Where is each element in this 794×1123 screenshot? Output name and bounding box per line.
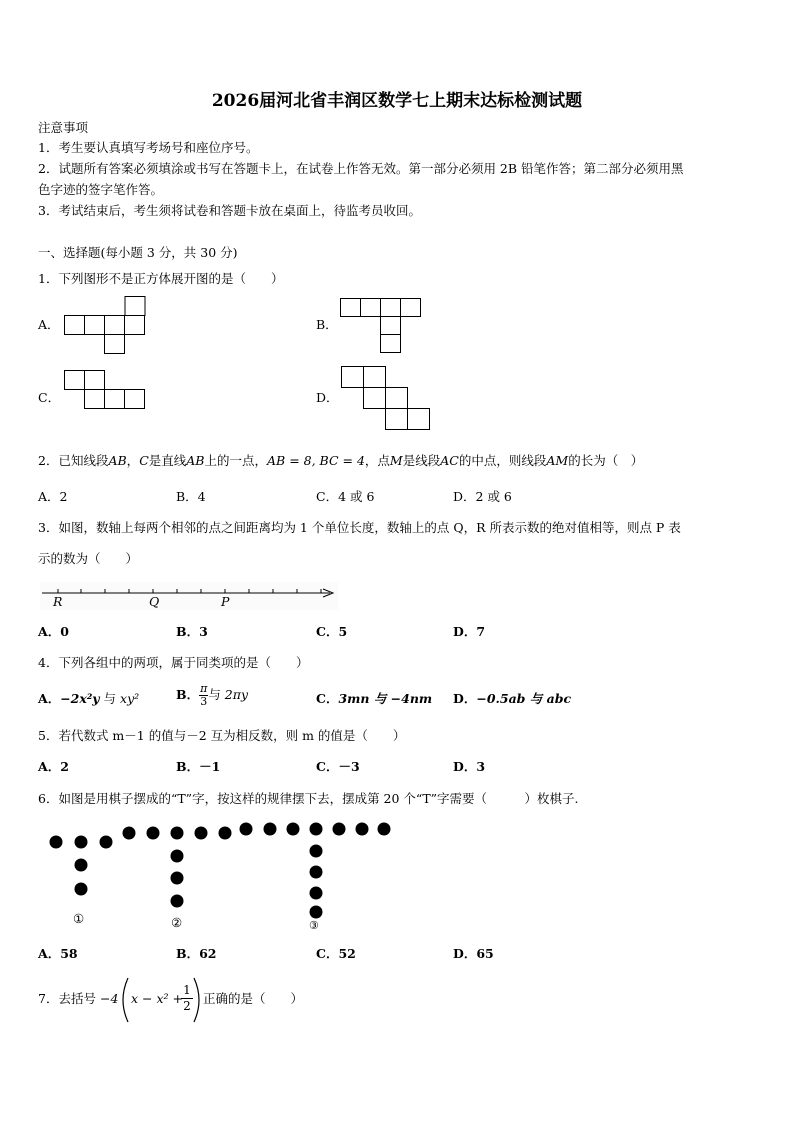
q1-figure-b (340, 298, 422, 356)
q4-option-a-expr1: −2x²y (60, 691, 100, 706)
q3-stem-line1: 3．如图，数轴上每两个相邻的点之间距离均为 1 个单位长度，数轴上的点 Q，R 所表示数的绝对值相等，则点 P 表 (38, 520, 681, 535)
q1-option-b-label: B． (316, 317, 338, 332)
notice-item-2: 2．试题所有答案必须填涂或书写在答题卡上，在试卷上作答无效。第一部分必须用 2B 铅笔作答；第二部分必须用黑 (38, 161, 684, 176)
q2-point-c: C (139, 453, 149, 468)
q5-option-a: A．2 (38, 759, 69, 774)
q4-option-d-label: D． (453, 691, 477, 706)
q1-option-c-label: C． (38, 390, 61, 405)
q2-stem-b: 是直线 (148, 453, 187, 468)
q3-option-d: D．7 (453, 624, 486, 639)
q4-stem: 4．下列各组中的两项，属于同类项的是（ ） (38, 655, 309, 670)
q1-option-a-label: A． (38, 317, 60, 332)
q2-option-a: A．2 (38, 489, 68, 504)
q3-option-a: A．0 (38, 624, 69, 639)
q6-t-figures (44, 820, 394, 920)
notice-item-1: 1．考生要认真填写考场号和座位序号。 (38, 140, 259, 155)
q4-option-a-mid: 与 (99, 691, 121, 706)
q3-label-p: P (221, 594, 230, 609)
q3-number-line (40, 582, 340, 612)
q1-figure-c (64, 370, 146, 410)
q3-stem-line2: 示的数为（ ） (38, 551, 139, 566)
q2-segment-am: AM (546, 453, 569, 468)
q3-option-c: C．5 (316, 624, 348, 639)
page-title: 2026届河北省丰润区数学七上期末达标检测试题 (211, 91, 583, 111)
q2-stem-a: 2．已知线段 (38, 453, 109, 468)
q2-option-d: D．2 或 6 (453, 489, 512, 504)
q2-stem (38, 452, 643, 470)
q6-figure-label-3: ③ (309, 919, 319, 932)
q4-option-a-label: A． (38, 691, 61, 706)
q2-line-ab: AB (186, 453, 205, 468)
q6-figure-label-1: ① (73, 911, 85, 926)
q4-option-b-den: 3 (200, 695, 208, 708)
q4-option-c-expr: 3mn 与 −4nm (338, 691, 433, 706)
q4-option-a-expr2: xy² (120, 691, 140, 706)
q7-stem-a: 7．去括号 (38, 991, 96, 1006)
q5-option-c: C．－3 (316, 759, 360, 774)
q2-segment-ab: AB (108, 453, 127, 468)
q6-figure-label-2: ② (171, 915, 183, 930)
q4-option-d (453, 690, 571, 708)
q2-stem-e: 是线段 (402, 453, 441, 468)
q3-label-r: R (53, 594, 63, 609)
q7-fraction-num: 1 (181, 983, 193, 999)
q4-option-b (176, 683, 248, 708)
q2-stem-d: ，点 (364, 453, 390, 468)
q2-point-m: M (389, 453, 403, 468)
q6-option-c: C．52 (316, 946, 356, 961)
q2-stem-g: 的长为（ ） (568, 453, 644, 468)
q3-option-b: B．3 (176, 624, 208, 639)
q4-option-a (38, 690, 139, 708)
q7-inner-expr: x − x² + (131, 991, 183, 1006)
q7-coefficient: −4 (100, 991, 119, 1006)
q6-option-d: D．65 (453, 946, 494, 961)
q5-option-d: D．3 (453, 759, 486, 774)
q4-option-b-fraction (199, 683, 208, 708)
q2-segment-ac: AC (440, 453, 459, 468)
q1-stem: 1．下列图形不是正方体展开图的是（ ） (38, 271, 284, 286)
q5-stem: 5．若代数式 m－1 的值与－2 互为相反数，则 m 的值是（ ） (38, 728, 406, 743)
q6-stem: 6．如图是用棋子摆成的“T”字，按这样的规律摆下去，摆成第 20 个“T”字需要（ ）枚棋子. (38, 791, 579, 806)
q1-figure-a (64, 296, 146, 356)
q4-option-b-label: B． (176, 687, 200, 702)
notice-item-2-cont: 色字迹的签字笔作答。 (38, 182, 164, 197)
notice-heading: 注意事项 (38, 120, 89, 135)
q6-option-b: B．62 (176, 946, 217, 961)
q3-label-q: Q (149, 594, 160, 609)
q5-option-b: B．－1 (176, 759, 221, 774)
q1-option-d-label: D． (316, 390, 339, 405)
q4-option-c-label: C． (316, 691, 339, 706)
q2-stem-c: 上的一点， (204, 453, 268, 468)
q4-option-b-expr: 2πy (224, 687, 249, 702)
q2-comma: ， (126, 453, 140, 468)
q4-option-b-mid: 与 (208, 687, 225, 702)
q6-option-a: A．58 (38, 946, 78, 961)
section-heading: 一、选择题(每小题 3 分，共 30 分) (38, 245, 238, 260)
q2-option-b: B．4 (176, 489, 206, 504)
q4-option-d-expr: −0.5ab 与 abc (476, 691, 572, 706)
notice-item-3: 3．考试结束后，考生须将试卷和答题卡放在桌面上，待监考员收回。 (38, 203, 421, 218)
q2-stem-f: 的中点，则线段 (458, 453, 547, 468)
q4-option-b-num: π (200, 682, 208, 695)
q2-option-c: C．4 或 6 (316, 489, 375, 504)
q7-fraction (181, 983, 193, 1014)
q7-stem-b: 正确的是（ ） (203, 991, 304, 1006)
q1-figure-d (341, 366, 434, 432)
q4-option-c (316, 690, 432, 708)
q7-fraction-den: 2 (183, 999, 191, 1013)
q2-equation: AB = 8, BC = 4 (267, 453, 365, 468)
